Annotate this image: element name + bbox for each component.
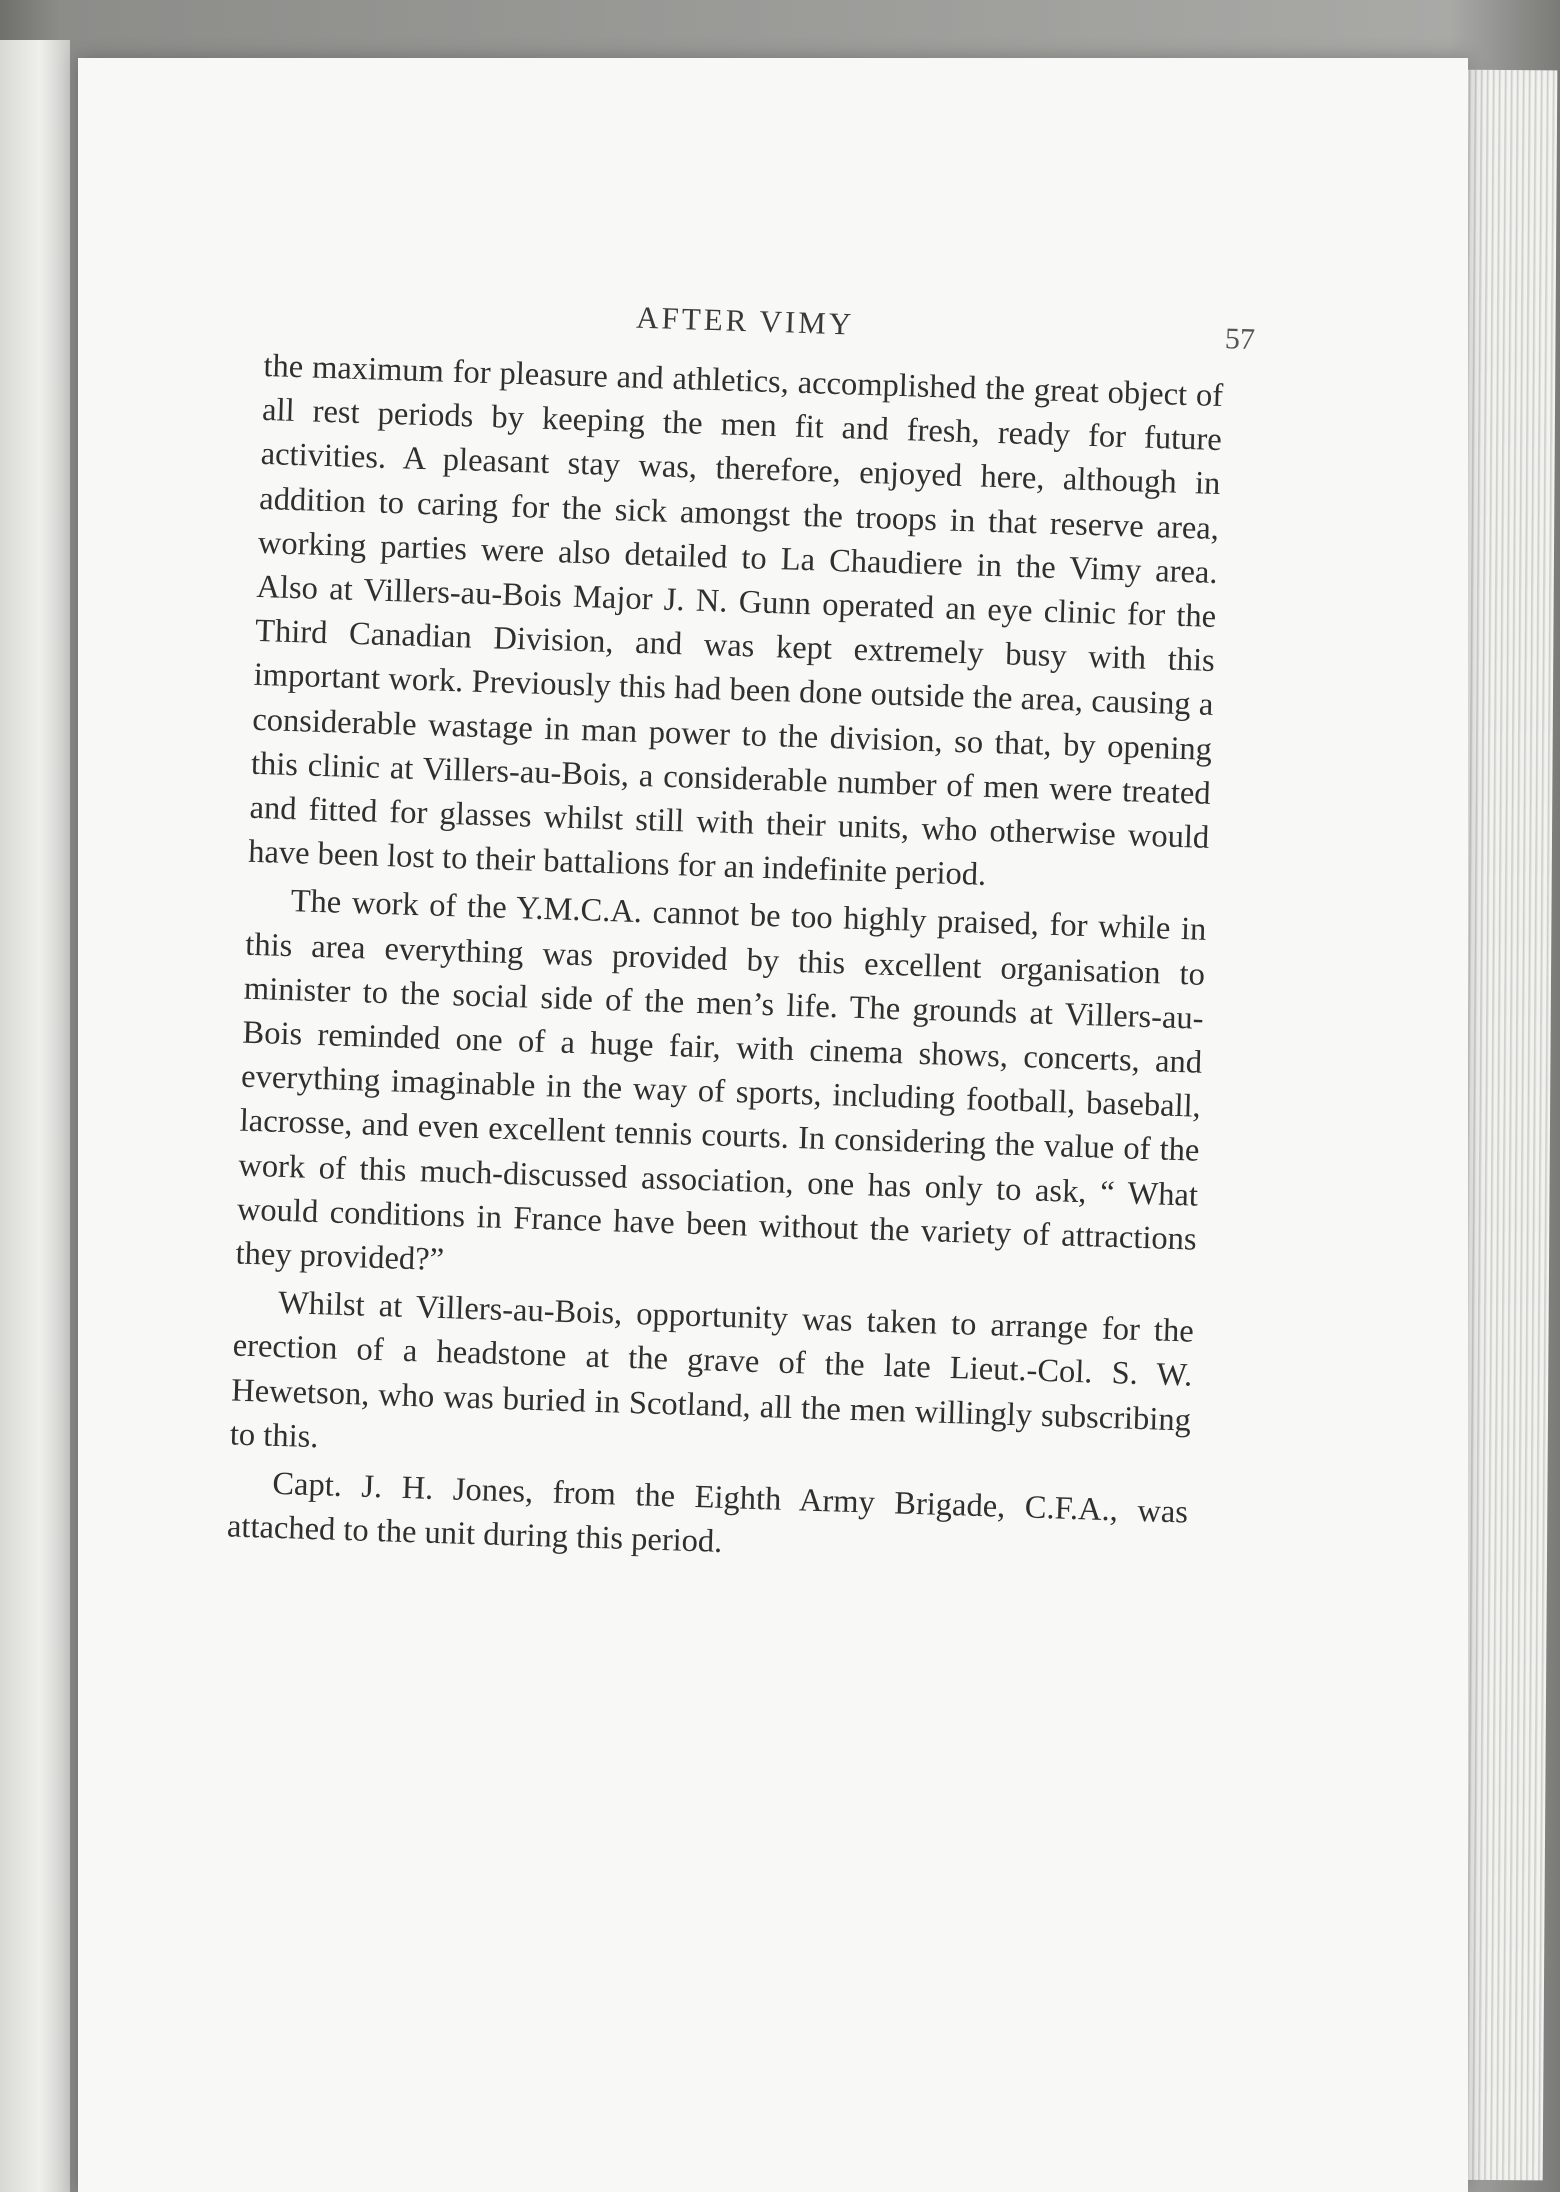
book-page <box>78 58 1468 2192</box>
page-content <box>226 288 1256 1579</box>
paragraph-continuation: the maximum for pleasure and athletics, accomplished the great object of all rest periods by keeping the men fit and fresh, ready for future activities. A pleasant stay was, therefore, enjoyed here, although in addition to caring for the sick amongst the troops in that reserve area, working parties were also detailed to La Chaudiere in the Vimy area. Also at Villers-au-Bois Major J. N. Gunn operated an eye clinic for the Third Canadian Division, and was kept extremely busy with this important work. Previously this had been done outside the area, causing a considerable wastage in man power to the division, so that, by opening this clinic at Villers-au-Bois, a considerable number of men were treated and fitted for glasses whilst still with their units, who otherwise would have been lost to their battalions for an indefinite period. <box>247 347 1224 894</box>
paragraph-ymca: The work of the Y.M.C.A. cannot be too highly praised, for while in this area everything was provided by this excellent organisation to minister to the social side of the men’s life. The grounds at Villers-au-Bois reminded one of a huge fair, with cinema shows, concerts, and everything imaginable in the way of sports, including football, baseball, lacrosse, and even excellent tennis courts. In considering the value of the work of this much-discussed association, one has only to ask, “ What would conditions in France have been without the variety of attractions they provided?” <box>235 883 1207 1279</box>
left-page-edge <box>0 40 70 2192</box>
paragraph-capt-jones: Capt. J. H. Jones, from the Eighth Army Brigade, C.F.A., was attached to the unit during this period. <box>226 1465 1189 1561</box>
running-head-title: AFTER VIMY <box>635 299 855 342</box>
page-number: 57 <box>1224 322 1256 357</box>
paragraph-headstone: Whilst at Villers-au-Bois, opportunity was taken to arrange for the erection of a headstone at the grave of the late Lieut.-Col. S. W. Hewetson, who was buried in Scotland, all the men willingly subscribing to this. <box>229 1285 1195 1456</box>
